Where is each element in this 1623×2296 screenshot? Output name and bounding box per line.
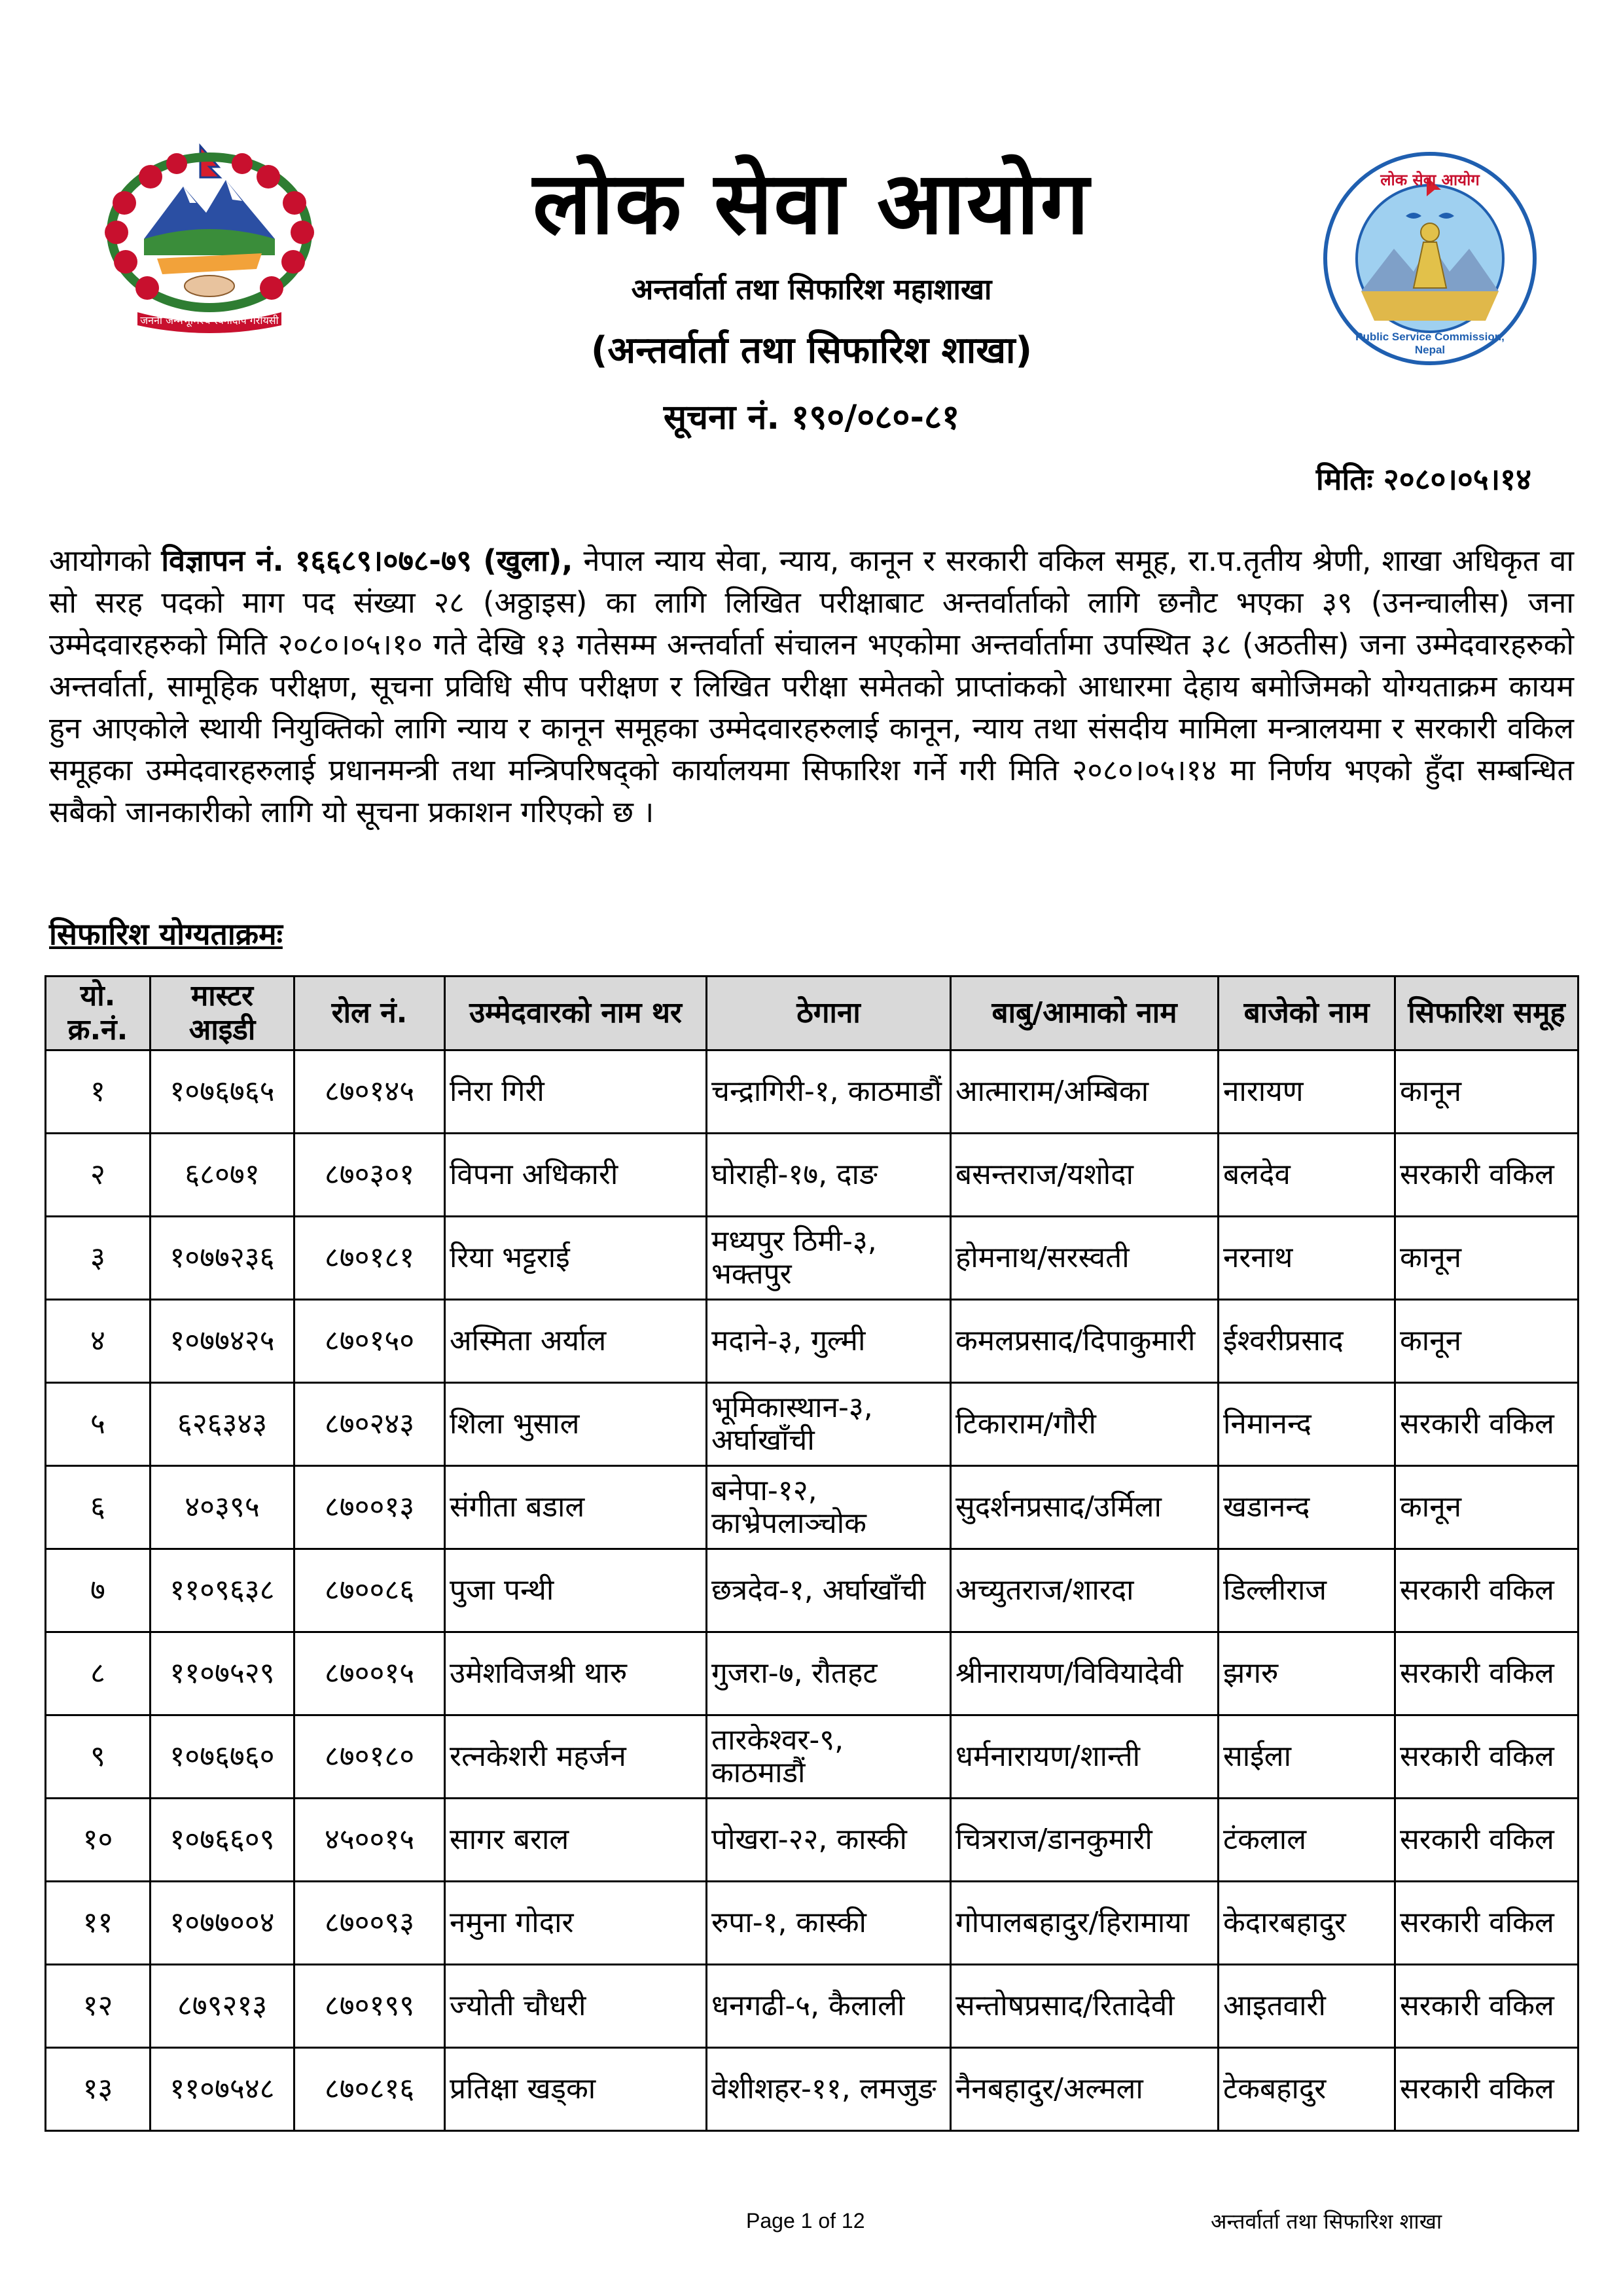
table-cell: सरकारी वकिल: [1395, 1549, 1578, 1632]
column-header: उम्मेदवारको नाम थर: [445, 977, 707, 1050]
table-cell: १०७७२३६: [151, 1217, 294, 1300]
table-cell: श्रीनारायण/विवियादेवी: [951, 1632, 1219, 1715]
table-cell: मदाने-३, गुल्मी: [707, 1300, 951, 1383]
table-cell: आइतवारी: [1219, 1965, 1395, 2048]
column-header: बाबु/आमाको नाम: [951, 977, 1219, 1050]
table-cell: डिल्लीराज: [1219, 1549, 1395, 1632]
table-cell: १०७६७६०: [151, 1715, 294, 1799]
table-cell: नैनबहादुर/अल्मला: [951, 2048, 1219, 2131]
table-cell: छत्रदेव-१, अर्घाखाँची: [707, 1549, 951, 1632]
table-cell: पुजा पन्थी: [445, 1549, 707, 1632]
column-header: बाजेको नाम: [1219, 977, 1395, 1050]
table-cell: १०७६६०९: [151, 1799, 294, 1882]
table-cell: सरकारी वकिल: [1395, 1799, 1578, 1882]
table-cell: ६: [46, 1466, 151, 1549]
column-header: ठेगाना: [707, 977, 951, 1050]
table-cell: ८७०१८०: [294, 1715, 445, 1799]
table-cell: झगरु: [1219, 1632, 1395, 1715]
table-cell: अस्मिता अर्याल: [445, 1300, 707, 1383]
table-cell: ४५००१५: [294, 1799, 445, 1882]
psc-logo-top-text: लोक सेवा आयोग: [1380, 171, 1480, 189]
table-row: [46, 1466, 1578, 1549]
table-cell: आत्माराम/अम्बिका: [951, 1050, 1219, 1134]
table-cell: कानून: [1395, 1217, 1578, 1300]
table-cell: ३: [46, 1217, 151, 1300]
table-cell: ४: [46, 1300, 151, 1383]
body-intro: आयोगको: [49, 543, 162, 578]
table-cell: १०७७००४: [151, 1882, 294, 1965]
table-cell: ८७००८६: [294, 1549, 445, 1632]
section-name: (अन्तर्वार्ता तथा सिफारिश शाखा): [590, 329, 1033, 372]
table-cell: मध्यपुर ठिमी-३, भक्तपुर: [707, 1217, 951, 1300]
table-cell: धनगढी-५, कैलाली: [707, 1965, 951, 2048]
footer-department: अन्तर्वार्ता तथा सिफारिश शाखा: [1211, 2209, 1442, 2234]
table-cell: धर्मनारायण/शान्ती: [951, 1715, 1219, 1799]
table-cell: नमुना गोदार: [445, 1882, 707, 1965]
table-cell: ५: [46, 1383, 151, 1466]
table-cell: १०: [46, 1799, 151, 1882]
table-row: [46, 1549, 1578, 1632]
table-cell: १२: [46, 1965, 151, 2048]
table-cell: ८७००१५: [294, 1632, 445, 1715]
table-cell: सरकारी वकिल: [1395, 1134, 1578, 1217]
table-cell: ८७०१८१: [294, 1217, 445, 1300]
table-cell: होमनाथ/सरस्वती: [951, 1217, 1219, 1300]
table-cell: विपना अधिकारी: [445, 1134, 707, 1217]
table-cell: सरकारी वकिल: [1395, 1632, 1578, 1715]
table-cell: १०७७४२५: [151, 1300, 294, 1383]
table-header-row: [46, 977, 1578, 1050]
table-cell: ८: [46, 1632, 151, 1715]
column-header: रोल नं.: [294, 977, 445, 1050]
table-cell: नारायण: [1219, 1050, 1395, 1134]
table-cell: ज्योती चौधरी: [445, 1965, 707, 2048]
table-cell: ८७९२१३: [151, 1965, 294, 2048]
table-row: [46, 1799, 1578, 1882]
table-cell: कानून: [1395, 1300, 1578, 1383]
table-cell: २: [46, 1134, 151, 1217]
table-cell: प्रतिक्षा खड्का: [445, 2048, 707, 2131]
notice-date: मितिः २०८०।०५।१४: [1315, 461, 1531, 497]
table-cell: सरकारी वकिल: [1395, 2048, 1578, 2131]
table-row: [46, 1383, 1578, 1466]
table-cell: वेशीशहर-११, लमजुङ: [707, 2048, 951, 2131]
table-cell: सन्तोषप्रसाद/रितादेवी: [951, 1965, 1219, 2048]
table-cell: १०७६७६५: [151, 1050, 294, 1134]
table-cell: बनेपा-१२, काभ्रेपलाञ्चोक: [707, 1466, 951, 1549]
table-row: [46, 2048, 1578, 2131]
table-cell: टेकबहादुर: [1219, 2048, 1395, 2131]
table-cell: टिकाराम/गौरी: [951, 1383, 1219, 1466]
table-cell: १३: [46, 2048, 151, 2131]
table-cell: कानून: [1395, 1466, 1578, 1549]
table-row: [46, 1300, 1578, 1383]
table-cell: रुपा-१, कास्की: [707, 1882, 951, 1965]
table-cell: कानून: [1395, 1050, 1578, 1134]
table-cell: ८७०८१६: [294, 2048, 445, 2131]
table-cell: बलदेव: [1219, 1134, 1395, 1217]
emblem-motto: जननी जन्मभूमिश्च स्वर्गादपि गरीयसी: [140, 314, 279, 327]
table-cell: रत्नकेशरी महर्जन: [445, 1715, 707, 1799]
table-row: [46, 1134, 1578, 1217]
table-cell: सरकारी वकिल: [1395, 1965, 1578, 2048]
table-cell: अच्युतराज/शारदा: [951, 1549, 1219, 1632]
table-cell: कमलप्रसाद/दिपाकुमारी: [951, 1300, 1219, 1383]
table-cell: १: [46, 1050, 151, 1134]
column-header: यो. क्र.नं.: [46, 977, 151, 1050]
table-cell: चन्द्रागिरी-१, काठमाडौं: [707, 1050, 951, 1134]
table-cell: भूमिकास्थान-३, अर्घाखाँची: [707, 1383, 951, 1466]
table-cell: केदारबहादुर: [1219, 1882, 1395, 1965]
advertisement-number: विज्ञापन नं. १६६८९।०७८-७९ (खुला),: [161, 543, 573, 578]
table-cell: रिया भट्टराई: [445, 1217, 707, 1300]
table-cell: ७: [46, 1549, 151, 1632]
table-cell: निरा गिरी: [445, 1050, 707, 1134]
table-cell: ४०३९५: [151, 1466, 294, 1549]
table-cell: ८७०३०१: [294, 1134, 445, 1217]
table-cell: ८७०१४५: [294, 1050, 445, 1134]
table-row: [46, 1882, 1578, 1965]
table-cell: नरनाथ: [1219, 1217, 1395, 1300]
column-header: सिफारिश समूह: [1395, 977, 1578, 1050]
table-cell: ८७००१३: [294, 1466, 445, 1549]
table-cell: ईश्वरीप्रसाद: [1219, 1300, 1395, 1383]
table-cell: चित्रराज/डानकुमारी: [951, 1799, 1219, 1882]
column-header: मास्टर आइडी: [151, 977, 294, 1050]
table-cell: गुजरा-७, रौतहट: [707, 1632, 951, 1715]
table-cell: ११०९६३८: [151, 1549, 294, 1632]
table-cell: खडानन्द: [1219, 1466, 1395, 1549]
division-name: अन्तर्वार्ता तथा सिफारिश महाशाखा: [631, 273, 992, 306]
psc-logo-bottom-text: Public Service Commission, Nepal: [1355, 331, 1505, 356]
table-cell: संगीता बडाल: [445, 1466, 707, 1549]
table-cell: ८७०१५०: [294, 1300, 445, 1383]
table-cell: गोपालबहादुर/हिरामाया: [951, 1882, 1219, 1965]
table-cell: टंकलाल: [1219, 1799, 1395, 1882]
page-number: Page 1 of 12: [746, 2209, 865, 2233]
table-cell: ११: [46, 1882, 151, 1965]
table-cell: ८७००९३: [294, 1882, 445, 1965]
table-cell: बसन्तराज/यशोदा: [951, 1134, 1219, 1217]
table-cell: ६८०७१: [151, 1134, 294, 1217]
table-cell: ८७०२४३: [294, 1383, 445, 1466]
table-cell: ११०७५४८: [151, 2048, 294, 2131]
table-cell: ८७०१९९: [294, 1965, 445, 2048]
table-cell: तारकेश्वर-९, काठमाडौं: [707, 1715, 951, 1799]
table-cell: ६२६३४३: [151, 1383, 294, 1466]
table-row: [46, 1632, 1578, 1715]
table-cell: सागर बराल: [445, 1799, 707, 1882]
section-title: सिफारिश योग्यताक्रमः: [49, 916, 283, 952]
table-cell: ११०७५२९: [151, 1632, 294, 1715]
body-text: नेपाल न्याय सेवा, न्याय, कानून र सरकारी वकिल समूह, रा.प.तृतीय श्रेणी, शाखा अधिकृत वा सो सरह पदको माग पद संख्या २८ (अठ्ठाइस) का लागि लिखित परीक्षाबाट अन्तर्वार्ताको लागि छनौट भएका ३९ (उनन्चालीस) जना उम्मेदवारहरुको मिति २०८०।०५।१० गते देखि १३ गतेसम्म अन्तर्वार्ता संचालन भएकोमा अन्तर्वार्तामा उपस्थित ३८ (अठतीस) जना उम्मेदवारहरुको अन्तर्वार्ता, सामूहिक परीक्षण, सूचना प्रविधि सीप परीक्षण र लिखित परीक्षा समेतको प्राप्तांकको आधारमा देहाय बमोजिमको योग्यताक्रम कायम हुन आएकोले स्थायी नियुक्तिको लागि न्याय र कानून समूहका उम्मेदवारहरुलाई कानून, न्याय तथा संसदीय मामिला मन्त्रालयमा र सरकारी वकिल समूहका उम्मेदवारहरुलाई प्रधानमन्त्री तथा मन्त्रिपरिषद्को कार्यालयमा सिफारिश गर्ने गरी मिति २०८०।०५।१४ मा निर्णय भएको हुँदा सम्बन्धित सबैको जानकारीको लागि यो सूचना प्रकाशन गरिएको छ ।: [49, 543, 1574, 829]
page-title: लोक सेवा आयोग: [533, 153, 1090, 254]
table-row: [46, 1217, 1578, 1300]
table-cell: निमानन्द: [1219, 1383, 1395, 1466]
table-cell: पोखरा-२२, कास्की: [707, 1799, 951, 1882]
table-row: [46, 1715, 1578, 1799]
notice-number: सूचना नं. १९०/०८०-८१: [663, 398, 960, 437]
table-cell: सुदर्शनप्रसाद/उर्मिला: [951, 1466, 1219, 1549]
table-cell: साईला: [1219, 1715, 1395, 1799]
table-cell: सरकारी वकिल: [1395, 1715, 1578, 1799]
recommendation-table: [45, 975, 1579, 2132]
table-cell: सरकारी वकिल: [1395, 1882, 1578, 1965]
table-row: [46, 1965, 1578, 2048]
table-cell: घोराही-१७, दाङ: [707, 1134, 951, 1217]
table-cell: ९: [46, 1715, 151, 1799]
table-cell: उमेशविजश्री थारु: [445, 1632, 707, 1715]
notice-body: [49, 540, 1574, 833]
table-row: [46, 1050, 1578, 1134]
table-cell: सरकारी वकिल: [1395, 1383, 1578, 1466]
table-cell: शिला भुसाल: [445, 1383, 707, 1466]
